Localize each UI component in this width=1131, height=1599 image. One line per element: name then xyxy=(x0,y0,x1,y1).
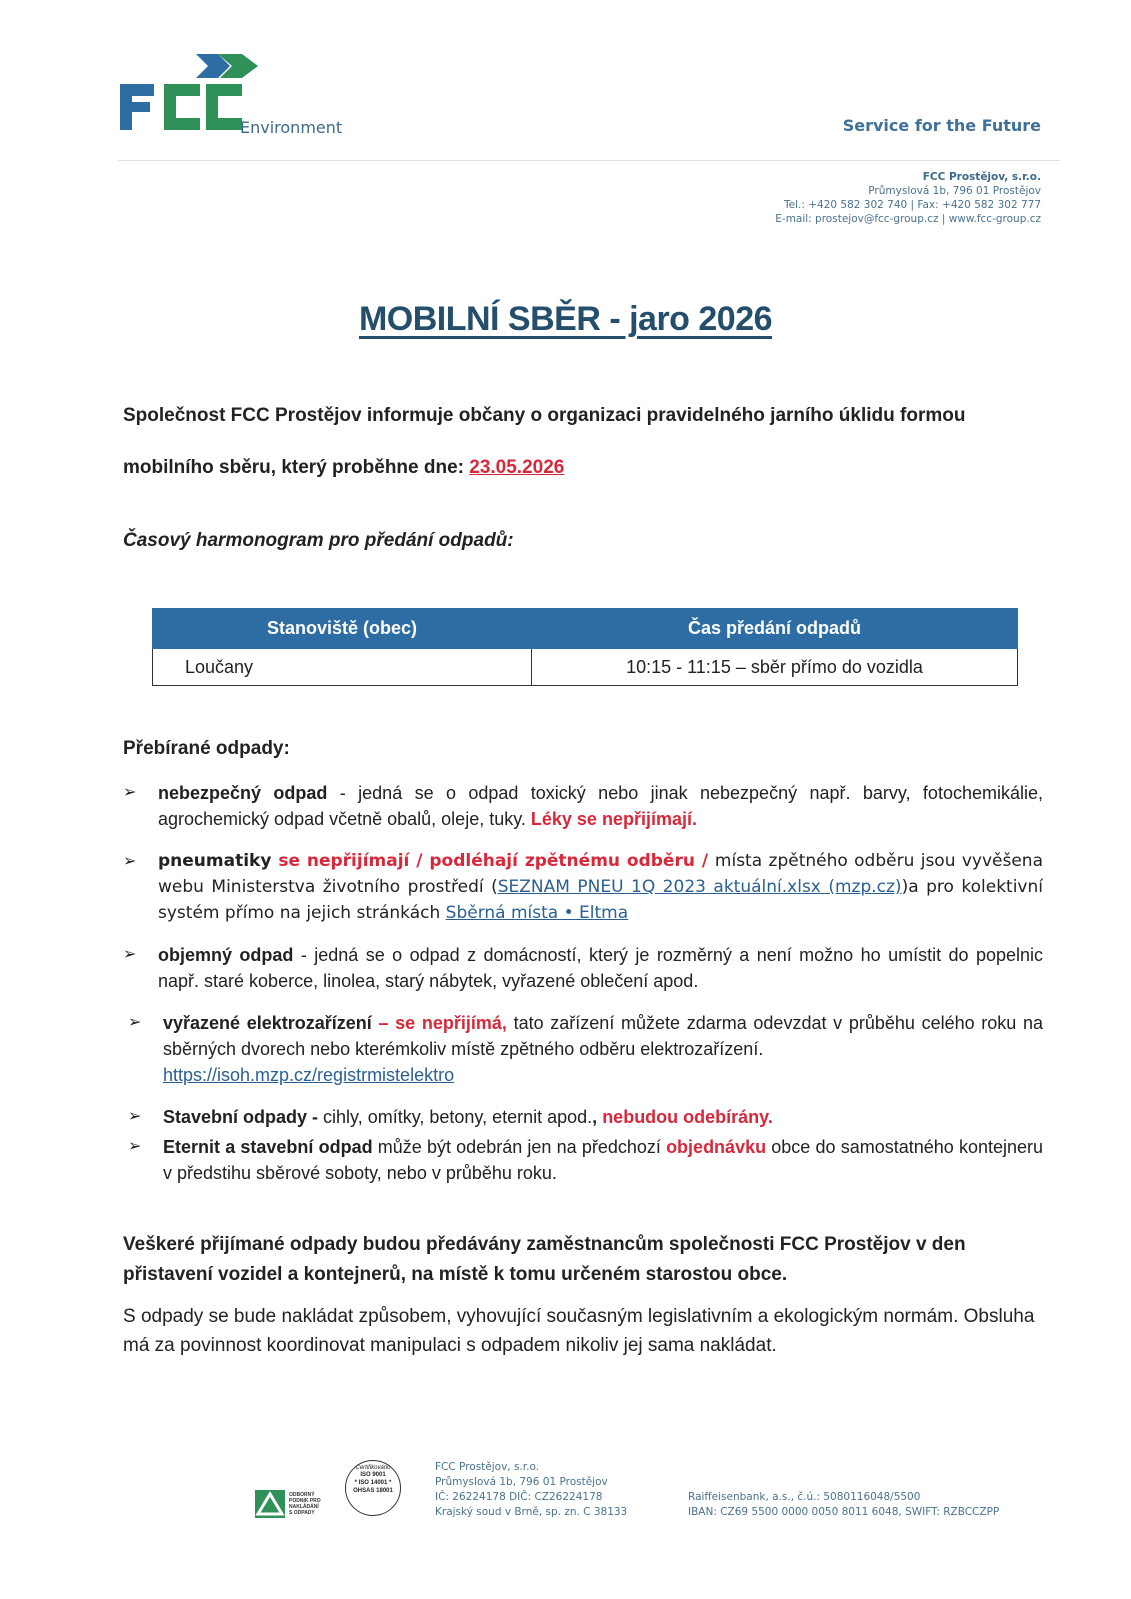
badge-line: NAKLÁDÁNÍ xyxy=(289,1504,319,1510)
collection-date: 23.05.2026 xyxy=(469,457,565,478)
arrow-bullet-icon: ➢ xyxy=(128,1138,142,1155)
arrow-bullet-icon: ➢ xyxy=(128,1108,142,1125)
footer-iban: IBAN: CZ69 5500 0000 0050 8011 6048, SWIFT: RZBCCZPP xyxy=(688,1506,1000,1518)
item-title: nebezpečný odpad xyxy=(158,783,328,803)
table-row xyxy=(153,649,1018,686)
page-title-wrap xyxy=(0,300,1131,339)
final-note: S odpady se bude nakládat způsobem, vyhovující současným legislativním a ekologickým normám. Obsluha má za povinnost koordinovat manipulaci s odpadem nikoliv jej sama nakládat. xyxy=(123,1306,1035,1356)
schedule-heading: Časový harmonogram pro předání odpadů: xyxy=(123,530,514,551)
footer-bank-account: Raiffeisenbank, a.s., č.ú.: 5080116048/5500 xyxy=(688,1491,921,1503)
column-header-time: Čas předání odpadů xyxy=(532,609,1018,649)
item-text: obce do samostatného kontejneru v předstihu sběrové soboty, nebo v průběhu roku. xyxy=(163,1137,1044,1183)
list-item-tyres xyxy=(123,848,1043,926)
item-text: tato zařízení můžete zdarma odevzdat v průběhu celého roku na sběrných dvorech nebo kterémkoliv místě zpětného odběru elektrozařízení. xyxy=(163,1013,1044,1059)
schedule-table xyxy=(152,608,1018,686)
link-isoh-registry[interactable]: https://isoh.mzp.cz/registrmistelektro xyxy=(163,1065,455,1085)
footer-ids: IČ: 26224178 DIČ: CZ26224178 xyxy=(435,1491,603,1503)
badge-line: PODNIK PRO xyxy=(289,1498,321,1504)
item-warning: nebudou odebírány. xyxy=(602,1107,773,1127)
link-tyre-list[interactable]: SEZNAM PNEU 1Q 2023 aktuální.xlsx (mzp.cz) xyxy=(497,877,902,897)
waste-list xyxy=(123,780,1043,1202)
item-text: - jedná se o odpad z domácností, který je rozměrný a není možno ho umístit do popelnic např. staré koberce, linolea, starý nábytek, vyřazené oblečení apod. xyxy=(158,945,1043,991)
page-title: MOBILNÍ SBĚR - jaro 2026 xyxy=(358,300,773,338)
link-eltma[interactable]: Sběrná místa • Eltma xyxy=(445,903,629,923)
seal-line: ISO 9001 xyxy=(360,1472,386,1478)
item-text: cihly, omítky, betony, eternit apod. xyxy=(318,1107,593,1127)
logo-subtitle: Environment xyxy=(240,118,343,137)
seal-top: Certifikováno xyxy=(355,1465,391,1471)
tagline: Service for the Future xyxy=(842,116,1041,135)
footer-court: Krajský soud v Brně, sp. zn. C 38133 xyxy=(435,1506,628,1518)
badge-line: S ODPADY xyxy=(289,1510,315,1516)
all-accepted-note: Veškeré přijímané odpady budou předávány zaměstnancům společnosti FCC Prostějov v den přistavení vozidel a kontejnerů, na místě k tomu určeném starostou obce. xyxy=(123,1234,966,1285)
item-title: Eternit a stavební odpad xyxy=(163,1137,373,1157)
list-item-eternit xyxy=(123,1134,1043,1186)
item-punct: , xyxy=(592,1107,603,1127)
list-item-bulky xyxy=(123,942,1043,994)
footer-bank xyxy=(688,1490,999,1520)
column-header-location: Stanoviště (obec) xyxy=(153,609,532,649)
list-item-hazardous xyxy=(123,780,1043,832)
item-text: může být odebrán jen na předchozí xyxy=(372,1137,667,1157)
arrow-bullet-icon: ➢ xyxy=(123,851,137,870)
item-text: místa zpětného odběru jsou vyvěšena webu Ministerstva životního prostředí ( xyxy=(158,851,1043,897)
iso-certification-seal xyxy=(345,1460,401,1516)
arrow-bullet-icon: ➢ xyxy=(128,1014,142,1031)
intro-paragraph xyxy=(123,390,1043,494)
company-email-web: E-mail: prostejov@fcc-group.cz | www.fcc-group.cz xyxy=(775,213,1041,225)
cell-time: 10:15 - 11:15 – sběr přímo do vozidla xyxy=(532,649,1018,686)
footer-company: FCC Prostějov, s.r.o. xyxy=(435,1461,540,1473)
cell-location: Loučany xyxy=(153,649,532,686)
footer-address xyxy=(435,1460,627,1520)
arrow-bullet-icon: ➢ xyxy=(123,946,137,963)
item-title: objemný odpad xyxy=(158,945,294,965)
recycle-triangle-icon xyxy=(255,1490,285,1518)
item-title: vyřazené elektrozařízení xyxy=(163,1013,372,1033)
footer-street: Průmyslová 1b, 796 01 Prostějov xyxy=(435,1476,608,1488)
item-title: pneumatiky xyxy=(158,851,272,871)
header-divider xyxy=(118,160,1060,161)
waste-company-badge xyxy=(255,1490,321,1518)
item-title: Stavební odpady - xyxy=(163,1107,319,1127)
intro-text: Společnost FCC Prostějov informuje občany o organizaci pravidelného jarního úklidu formou mobilního sběru, který proběhne dne: xyxy=(123,405,966,478)
company-name: FCC Prostějov, s.r.o. xyxy=(922,171,1041,183)
list-item-electro xyxy=(123,1010,1043,1088)
item-warning: se nepřijímají / podléhají zpětnému odběru / xyxy=(271,851,715,871)
arrow-bullet-icon: ➢ xyxy=(123,784,137,801)
company-address: Průmyslová 1b, 796 01 Prostějov xyxy=(868,185,1041,197)
header-address xyxy=(775,170,1041,226)
accepted-heading: Přebírané odpady: xyxy=(123,738,290,759)
item-warning: objednávku xyxy=(666,1137,767,1157)
item-warning: Léky se nepřijímají. xyxy=(530,809,697,829)
item-text: )a pro kolektivní systém přímo na jejich stránkách xyxy=(158,877,1043,923)
item-text: - jedná se o odpad toxický nebo jinak nebezpečný např. barvy, fotochemikálie, agrochemický odpad včetně obalů, oleje, tuky. xyxy=(158,783,1043,829)
list-item-construction xyxy=(123,1104,1043,1130)
seal-line: OHSAS 18001 xyxy=(353,1488,393,1494)
company-phone-fax: Tel.: +420 582 302 740 | Fax: +420 582 302 777 xyxy=(784,199,1041,211)
table-header-row xyxy=(153,609,1018,649)
seal-line: * ISO 14001 * xyxy=(354,1480,392,1486)
badge-line: ODBORNÝ xyxy=(289,1492,315,1498)
item-warning: – se nepřijímá, xyxy=(371,1013,507,1033)
